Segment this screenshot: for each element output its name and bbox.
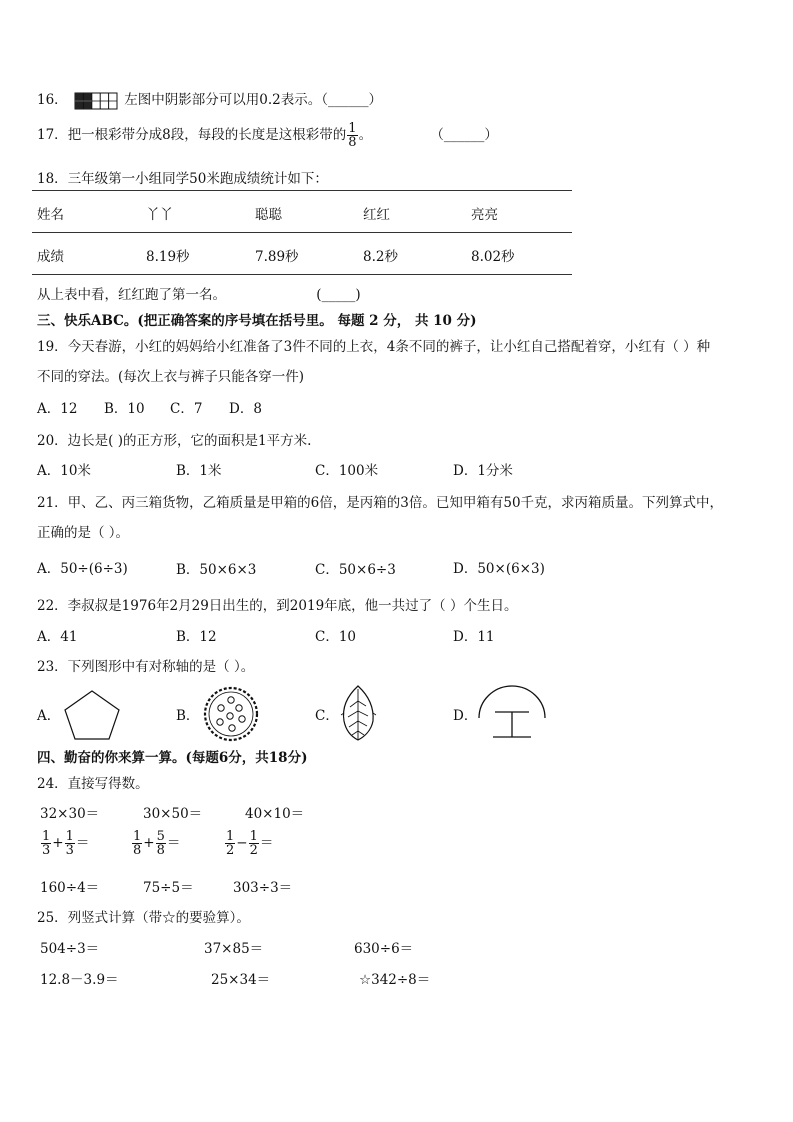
fraction-calc-item: $\frac{1}{3}$ + $\frac{1}{3}$ ＝ [42,829,90,858]
table-mid-rule [32,232,572,233]
q21-line2: 正确的是（ ）。 [37,525,130,541]
question-number: 17． [37,127,68,143]
option-d[interactable]: D．11 [453,629,495,645]
table-cell: 7.89秒 [255,249,299,265]
section-4-heading: 四、勤奋的你来算一算。(每题6分，共18分) [37,750,308,766]
table-cell: 姓名 [37,207,64,223]
circle-dots-figure [202,686,260,742]
option-a[interactable]: A．41 [37,629,78,645]
fraction: $\frac{1}{2}$ [226,829,235,858]
option-b[interactable]: B．50×6×3 [176,562,257,578]
table-cell: 8.19秒 [146,249,190,265]
option-b[interactable]: B．12 [176,629,217,645]
q18-line: 18．三年级第一小组同学50米跑成绩统计如下： [37,171,328,187]
calc-item: 12.8－3.9＝ [40,972,119,988]
q24-text: 24．直接写得数。 [37,776,149,792]
option-a[interactable]: A． [37,708,61,724]
calc-item: 303÷3＝ [233,880,293,896]
question-number: 16． [37,92,68,108]
q19-line1: 19．今天春游，小红的妈妈给小红准备了3件不同的上衣，4条不同的裤子，让小红自己搭配着穿，小红有（ ）种 [37,339,711,355]
fraction: $\frac{1}{3}$ [65,829,74,858]
calc-item: 630÷6＝ [354,941,414,957]
table-bottom-rule [32,274,572,275]
fraction: $\frac{1}{8}$ [348,121,357,150]
option-a[interactable]: A．10米 [37,463,91,479]
table-cell: 8.2秒 [363,249,398,265]
calc-item: 32×30＝ [40,806,100,822]
option-d[interactable]: D．50×(6×3) [453,561,545,577]
calc-item: 25×34＝ [211,972,271,988]
calc-item: 160÷4＝ [40,880,100,896]
leaf-figure [338,683,378,743]
calc-item: 75÷5＝ [143,880,194,896]
q18-text: 三年级第一小组同学50米跑成绩统计如下： [67,171,328,187]
shaded-grid-figure [74,92,118,110]
option-a[interactable]: A．50÷(6÷3) [37,561,128,577]
calc-item: 504÷3＝ [40,941,100,957]
option-c[interactable]: C．7 [170,401,203,417]
answer-blank[interactable]: （______） [430,127,498,143]
q22-text: 22．李叔叔是1976年2月29日出生的，到2019年底，他一共过了（ ）个生日。 [37,598,518,614]
q17-line: 17．把一根彩带分成8段，每段的长度是这根彩带的 $\frac{1}{8}$ 。 （______） [37,121,498,150]
arch-figure [475,682,549,740]
table-top-rule [32,190,572,191]
q18-statement: 从上表中看，红红跑了第一名。 (_____) [37,287,361,303]
q21-line1: 21．甲、乙、丙三箱货物，乙箱质量是甲箱的6倍，是丙箱的3倍。已知甲箱有50千克，求丙箱质量。下列算式中， [37,495,724,511]
answer-blank[interactable]: (_____) [316,287,361,303]
calc-item: 40×10＝ [245,806,305,822]
option-c[interactable]: C．10 [315,629,357,645]
table-cell: 丫丫 [146,207,173,223]
option-c[interactable]: C．50×6÷3 [315,562,396,578]
calc-item: 37×85＝ [204,941,264,957]
fraction-calc-item: $\frac{1}{8}$ + $\frac{5}{8}$ ＝ [133,829,181,858]
option-d[interactable]: D．8 [229,401,262,417]
option-b[interactable]: B．1米 [176,463,222,479]
calc-item: ☆342÷8＝ [359,972,431,988]
fraction-calc-item: $\frac{1}{2}$ − $\frac{1}{2}$ ＝ [226,829,274,858]
fraction: $\frac{1}{8}$ [133,829,142,858]
q16-text: 左图中阴影部分可以用0.2表示。（______） [124,92,383,108]
option-c[interactable]: C． [315,708,339,724]
fraction: $\frac{5}{8}$ [156,829,165,858]
q25-text: 25．列竖式计算（带☆的要验算）。 [37,910,250,926]
table-cell: 8.02秒 [471,249,515,265]
section-3-heading: 三、快乐ABC。(把正确答案的序号填在括号里。 每题 2 分， 共 10 分) [37,313,477,329]
fraction: $\frac{1}{2}$ [249,829,258,858]
option-c[interactable]: C．100米 [315,463,379,479]
pentagon-figure [63,689,121,741]
table-cell: 聪聪 [255,207,282,223]
q20-text: 20．边长是( )的正方形，它的面积是1平方米. [37,433,312,449]
q16-line [37,88,382,110]
table-cell: 成绩 [37,249,64,265]
option-d[interactable]: D． [453,708,478,724]
option-d[interactable]: D．1分米 [453,463,513,479]
q19-line2: 不同的穿法。(每次上衣与裤子只能各穿一件) [37,369,305,385]
q17-text: 把一根彩带分成8段，每段的长度是这根彩带的 [67,127,347,143]
option-b[interactable]: B．10 [104,401,145,417]
q23-text: 23．下列图形中有对称轴的是（ ）。 [37,659,255,675]
table-cell: 红红 [363,207,390,223]
option-a[interactable]: A．12 [37,401,78,417]
calc-item: 30×50＝ [143,806,203,822]
table-cell: 亮亮 [471,207,498,223]
fraction: $\frac{1}{3}$ [42,829,51,858]
option-b[interactable]: B． [176,708,200,724]
